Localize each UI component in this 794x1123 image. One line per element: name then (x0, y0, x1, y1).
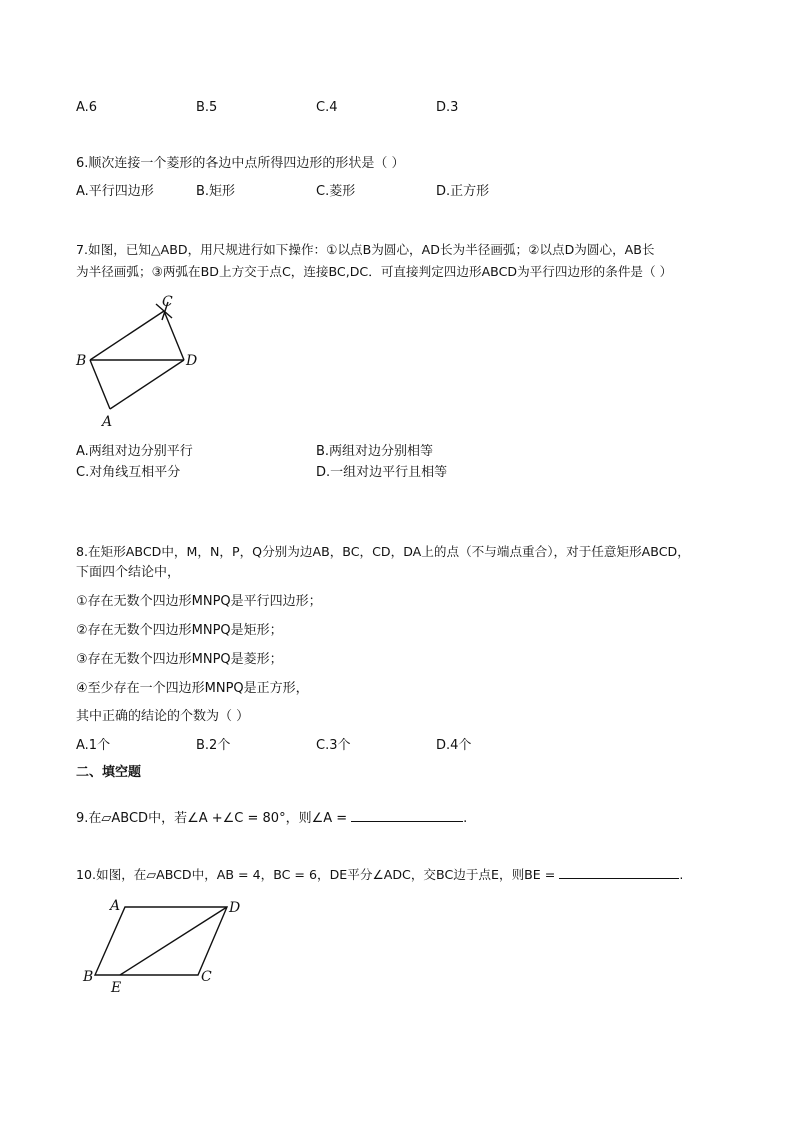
q7-label-a: A (102, 414, 113, 430)
q8-option-c: C.3个 (316, 738, 351, 753)
q7-segment-ad (110, 360, 184, 409)
q8-stem-line2: 下面四个结论中， (76, 565, 181, 580)
q6-option-c: C.菱形 (316, 184, 356, 199)
q10-stem-line (76, 866, 683, 883)
q8-option-d: D.4个 (436, 738, 472, 753)
q9-end: . (463, 811, 468, 826)
q10-parallelogram (95, 907, 227, 975)
q7-stem-line1: 7.如图，已知△ABD，用尺规进行如下操作：①以点B为圆心，AD长为半径画弧；②以点D为圆心，AB长 (76, 242, 655, 257)
q6-stem: 6.顺次连接一个菱形的各边中点所得四边形的形状是（ ） (76, 156, 405, 171)
q9-answer-blank (351, 809, 463, 822)
q10-label-e: E (111, 980, 122, 996)
q7-option-c: C.对角线互相平分 (76, 465, 181, 480)
q6-option-d: D.正方形 (436, 184, 490, 199)
q7-segment-bc (90, 311, 164, 360)
q10-label-b: B (83, 969, 94, 985)
q7-stem-line2: 为半径画弧；③两弧在BD上方交于点C，连接BC,DC．可直接判定四边形ABCD为平行四边形的条件是（ ） (76, 264, 673, 279)
q10-answer-blank (559, 866, 679, 879)
q8-question: 其中正确的结论的个数为（ ） (76, 709, 250, 724)
q7-option-d: D.一组对边平行且相等 (316, 465, 448, 480)
question-9 (76, 809, 467, 827)
q7-label-d: D (186, 353, 198, 369)
q10-label-a: A (110, 898, 121, 914)
q8-statement-4: ④至少存在一个四边形MNPQ是正方形， (76, 681, 309, 696)
q5-option-a: A.6 (76, 100, 98, 115)
q8-option-b: B.2个 (196, 738, 231, 753)
q6-option-b: B.矩形 (196, 184, 236, 199)
q7-label-c: C (162, 294, 173, 310)
q10-figure (78, 893, 258, 998)
q5-option-c: C.4 (316, 100, 338, 115)
q10-stem: 10.如图，在▱ABCD中，AB = 4，BC = 6，DE平分∠ADC，交BC边于点E，则BE = (76, 867, 556, 882)
q5-option-d: D.3 (436, 100, 459, 115)
q7-segment-ba (90, 360, 110, 409)
q8-statement-1: ①存在无数个四边形MNPQ是平行四边形； (76, 594, 322, 609)
q7-segment-dc (164, 311, 184, 360)
q5-option-b: B.5 (196, 100, 218, 115)
q8-statement-2: ②存在无数个四边形MNPQ是矩形； (76, 623, 283, 638)
q6-option-a: A.平行四边形 (76, 184, 154, 199)
q7-option-b: B.两组对边分别相等 (316, 444, 434, 459)
q10-label-c: C (201, 969, 212, 985)
q8-statement-3: ③存在无数个四边形MNPQ是菱形； (76, 652, 283, 667)
q9-stem: 9.在▱ABCD中，若∠A +∠C = 80°，则∠A = (76, 811, 348, 826)
q7-figure (72, 290, 212, 435)
q10-segment-de (120, 907, 227, 975)
q8-option-a: A.1个 (76, 738, 111, 753)
q7-label-b: B (76, 353, 87, 369)
q10-end: . (679, 867, 684, 882)
q8-stem-line1: 8.在矩形ABCD中，M，N，P，Q分别为边AB，BC，CD，DA上的点（不与端点重合），对于任意矩形ABCD， (76, 544, 690, 559)
q7-option-a: A.两组对边分别平行 (76, 444, 193, 459)
section-title-fill-blank: 二、填空题 (76, 765, 142, 780)
q10-label-d: D (229, 900, 241, 916)
